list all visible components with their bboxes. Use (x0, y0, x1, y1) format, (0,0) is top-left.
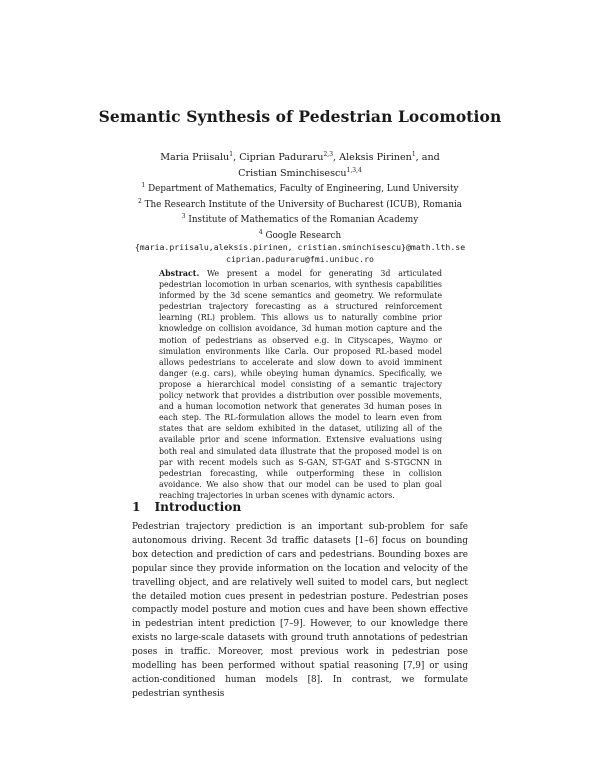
email-line: ciprian.paduraru@fmi.unibuc.ro (226, 253, 374, 264)
affiliation-mark: 4 (258, 228, 263, 236)
affiliation (0, 196, 600, 212)
author-name: Aleksis Pirinen (339, 152, 412, 164)
affiliation (0, 227, 600, 243)
section-heading (132, 500, 241, 514)
section-number: 1 (132, 500, 141, 514)
affiliation (0, 180, 600, 196)
affiliation-text: Institute of Mathematics of the Romanian Academy (188, 214, 419, 225)
abstract-text: We present a model for generating 3d articulated pedestrian locomotion in urban scenarios, with synthesis capabilities informed by the 3d scene semantics and geometry. We reformulate pedestrian trajectory forecasting as a structured reinforcement learning (RL) problem. This allows us to naturally combine prior knowledge on collision avoidance, 3d human motion capture and the motion of pedestrians as observed e.g. in Cityscapes, Waymo or simulation environments like Carla. Our proposed RL-based model allows pedestrians to accelerate and slow down to avoid imminent danger (e.g. cars), while obeying human dynamics. Specifically, we propose a hierarchical model consisting of a semantic trajectory policy network that provides a distribution over possible movements, and a human locomotion network that generates 3d human poses in each step. The RL-formulation allows the model to learn even from states that are seldom exhibited in the dataset, utilizing all of the available prior and scene information. Extensive evaluations using both real and simulated data illustrate that the proposed model is on par with recent models such as S-GAN, ST-GAT and S-STGCNN in pedestrian forecasting, while outperforming these in collision avoidance. We also show that our model can be used to plan goal reaching trajectories in urban scenes with dynamic actors. (159, 269, 443, 500)
introduction-paragraph: Pedestrian trajectory prediction is an important sub-problem for safe autonomous driving. Recent 3d traffic datasets [1–6] focus on bounding box detection and prediction of cars and pedestrians. Bounding boxes are popular since they provide information on the location and velocity of the travelling object, and are relatively well suited to model cars, but neglect the detailed motion cues present in pedestrian posture. Pedestrian poses compactly model posture and motion cues and have been shown effective in pedestrian intent prediction [7–9]. However, to our knowledge there exists no large-scale datasets with ground truth annotations of pedestrian poses in traffic. Moreover, most previous work in pedestrian pose modelling has been performed without spatial reasoning [7,9] or using action-conditioned human models [8]. In contrast, we formulate pedestrian synthesis (132, 522, 468, 699)
author-name: Ciprian Paduraru (239, 152, 324, 164)
affiliation (0, 211, 600, 227)
abstract-label: Abstract. (159, 269, 200, 278)
email-line: {maria.priisalu,aleksis.pirinen, cristian.sminchisescu}@math.lth.se (134, 242, 466, 253)
affiliation-text: The Research Institute of the University of Bucharest (ICUB), Romania (144, 199, 463, 210)
author-affiliation-mark: 2,3 (323, 151, 334, 158)
affiliation-mark: 3 (181, 213, 186, 221)
affiliation-mark: 2 (137, 197, 142, 205)
abstract (159, 268, 442, 501)
author-affiliation-mark: 1,3,4 (346, 167, 362, 175)
author-name: Maria Priisalu (160, 152, 230, 164)
author-affiliation-mark: 1 (411, 151, 416, 158)
affiliation-text: Google Research (265, 230, 342, 241)
author-separator: , (233, 152, 240, 164)
author-separator: , and (415, 152, 440, 164)
section-title: Introduction (154, 500, 242, 514)
affiliation-list (0, 180, 600, 265)
affiliation-mark: 1 (141, 182, 146, 189)
author-affiliation-mark: 1 (229, 151, 234, 158)
paper-title: Semantic Synthesis of Pedestrian Locomotion (98, 107, 502, 126)
author-name: Cristian Sminchisescu (238, 168, 347, 180)
author-list (140, 148, 460, 180)
author-separator: , (333, 152, 340, 164)
affiliation-text: Department of Mathematics, Faculty of Engineering, Lund University (148, 183, 459, 194)
